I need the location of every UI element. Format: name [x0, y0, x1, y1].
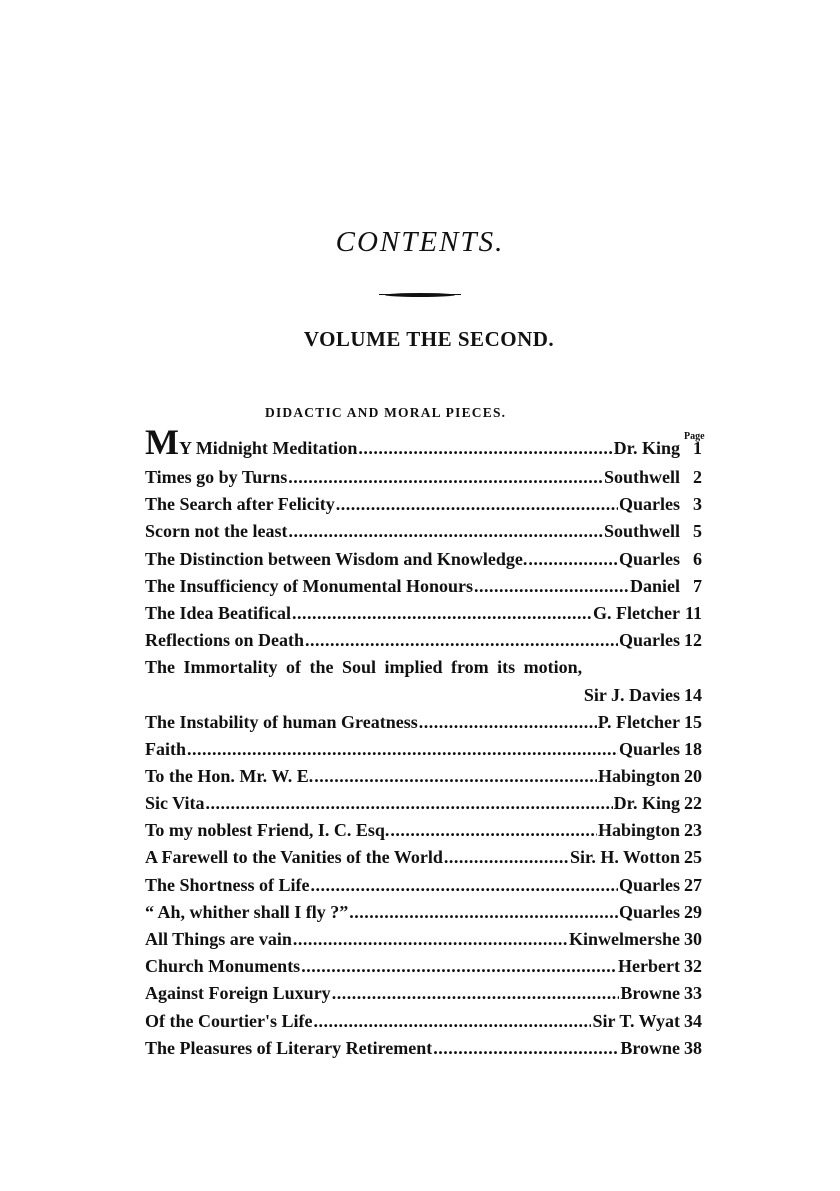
- entry-page: 27: [684, 874, 702, 895]
- leader-dots: [305, 630, 618, 651]
- volume-heading: VOLUME THE SECOND.: [303, 327, 555, 351]
- entry-author: Dr. King: [613, 438, 680, 458]
- toc-entry: [145, 603, 702, 630]
- entry-title: To my noblest Friend, I. C. Esq.: [145, 820, 390, 841]
- entry-author: Quarles: [619, 901, 680, 922]
- leader-dots: [313, 1011, 591, 1032]
- entry-page: 23: [684, 820, 702, 841]
- entry-page: 5: [693, 521, 702, 542]
- entry-title: Scorn not the least: [145, 521, 288, 542]
- entry-page: 7: [693, 575, 702, 596]
- entry-author: Southwell: [603, 521, 680, 542]
- entry-title: Faith: [145, 738, 187, 759]
- toc-entry: [145, 467, 702, 494]
- toc-entry: [145, 1011, 702, 1038]
- leader-dots: [293, 929, 568, 950]
- leader-dots: [528, 549, 618, 570]
- entry-author: Southwell: [603, 467, 680, 487]
- entry-author: Daniel: [629, 575, 680, 596]
- leader-dots: [289, 521, 603, 542]
- toc-group: [145, 467, 702, 657]
- entry-title: The Search after Felicity: [145, 494, 335, 515]
- leader-dots: [349, 902, 618, 923]
- entry-title: Against Foreign Luxury: [145, 983, 331, 1004]
- entry-title: Church Monuments: [145, 956, 301, 977]
- entry-author: Browne: [620, 983, 680, 1004]
- toc-entry: [145, 847, 702, 874]
- toc-entry: [145, 875, 702, 902]
- entry-author: Herbert: [618, 956, 680, 977]
- entry-author: Habington: [597, 765, 680, 786]
- entry-author: Quarles: [619, 630, 680, 651]
- entry-author: Quarles: [619, 548, 680, 569]
- entry-title: MY Midnight Meditation: [145, 422, 358, 462]
- toc-entry: [145, 630, 702, 657]
- entry-page: 1: [693, 438, 702, 458]
- entry-title: The Pleasures of Literary Retirement: [145, 1037, 433, 1058]
- entry-page: 3: [693, 494, 702, 515]
- leader-dots: [419, 712, 597, 733]
- entry-title: The Instability of human Greatness: [145, 711, 418, 732]
- leader-dots: [358, 438, 612, 459]
- entry-author: Browne: [620, 1037, 680, 1058]
- page-column-label: Page: [684, 431, 705, 442]
- leader-dots: [292, 603, 592, 624]
- toc-entry: [145, 983, 702, 1010]
- entry-title: A Farewell to the Vanities of the World: [145, 847, 443, 868]
- leader-dots: [314, 766, 597, 787]
- toc-entry: [145, 549, 702, 576]
- entry-author: Sir. H. Wotton: [569, 847, 680, 868]
- leader-dots: [301, 956, 617, 977]
- entry-title: The Shortness of Life: [145, 874, 310, 895]
- entry-page: 34: [684, 1010, 702, 1031]
- entry-author: Quarles: [619, 738, 680, 759]
- entry-author: Dr. King: [613, 793, 680, 814]
- leader-dots: [288, 467, 603, 488]
- toc-entry: [145, 521, 702, 548]
- entry-author: G. Fletcher: [593, 602, 680, 623]
- toc-entry: [145, 494, 702, 521]
- entry-page: 32: [684, 956, 702, 977]
- entry-page: 29: [684, 901, 702, 922]
- entry-page: 15: [684, 711, 702, 732]
- leader-dots: [433, 1038, 619, 1059]
- leader-dots: [332, 983, 620, 1004]
- toc-entry: [145, 712, 702, 739]
- entry-title: Times go by Turns: [145, 467, 288, 487]
- entry-page: 20: [684, 765, 702, 786]
- entry-page: 6: [693, 548, 702, 569]
- entry-page: 22: [684, 793, 702, 814]
- entry-page: 14: [684, 684, 702, 705]
- page-title: CONTENTS.: [335, 226, 505, 258]
- entry-page: 11: [684, 602, 702, 623]
- toc-entry: [145, 820, 702, 847]
- toc-entry: [145, 739, 702, 766]
- entry-title: “ Ah, whither shall I fly ?”: [145, 901, 349, 922]
- entry-author: Sir J. Davies: [583, 684, 680, 705]
- entry-author: Sir T. Wyat: [592, 1010, 680, 1031]
- toc-entry: [145, 929, 702, 956]
- entry-title: Sic Vita: [145, 793, 205, 814]
- leader-dots: [474, 576, 629, 597]
- leader-dots: [444, 847, 569, 868]
- toc-entry: [145, 576, 702, 603]
- entry-page: 2: [693, 467, 702, 487]
- toc-entry-continuation: [145, 685, 702, 712]
- leader-dots: [390, 820, 597, 841]
- entry-author: Quarles: [619, 874, 680, 895]
- entry-title: The Distinction between Wisdom and Knowledge.: [145, 548, 528, 569]
- entry-page: 38: [684, 1037, 702, 1058]
- entry-title: The Immortality of the Soul implied from its motion,: [145, 657, 583, 678]
- entry-page: 33: [684, 983, 702, 1004]
- toc-entry: [145, 902, 702, 929]
- drop-capital: M: [145, 422, 179, 462]
- entry-author: Habington: [597, 820, 680, 841]
- entry-title: All Things are vain: [145, 929, 292, 949]
- entry-title: The Idea Beatifical: [145, 602, 291, 623]
- leader-dots: [187, 739, 618, 760]
- entry-title: The Insufficiency of Monumental Honours: [145, 575, 474, 596]
- entry-title: Of the Courtier's Life: [145, 1010, 313, 1031]
- toc-entry-wrapped: [145, 657, 702, 684]
- entry-author: Quarles: [619, 494, 680, 515]
- toc-entry: [145, 793, 702, 820]
- leader-dots: [311, 875, 618, 896]
- toc-group: [145, 712, 702, 1065]
- toc-entry: [145, 956, 702, 983]
- leader-dots: [336, 494, 618, 515]
- decorative-rule: [385, 293, 455, 297]
- leader-dots: [206, 793, 613, 814]
- toc-entry: [145, 766, 702, 793]
- entry-title: Reflections on Death: [145, 630, 304, 651]
- entry-page: 18: [684, 738, 702, 759]
- toc-entry: [145, 1038, 702, 1065]
- entry-author: P. Fletcher: [597, 711, 680, 732]
- entry-title: To the Hon. Mr. W. E.: [145, 765, 314, 786]
- entry-page: 25: [684, 847, 702, 868]
- section-heading: DIDACTIC AND MORAL PIECES.: [265, 405, 507, 420]
- entry-author: Kinwelmershe: [569, 929, 680, 949]
- entry-page: 12: [684, 630, 702, 651]
- entry-page: 30: [684, 929, 702, 949]
